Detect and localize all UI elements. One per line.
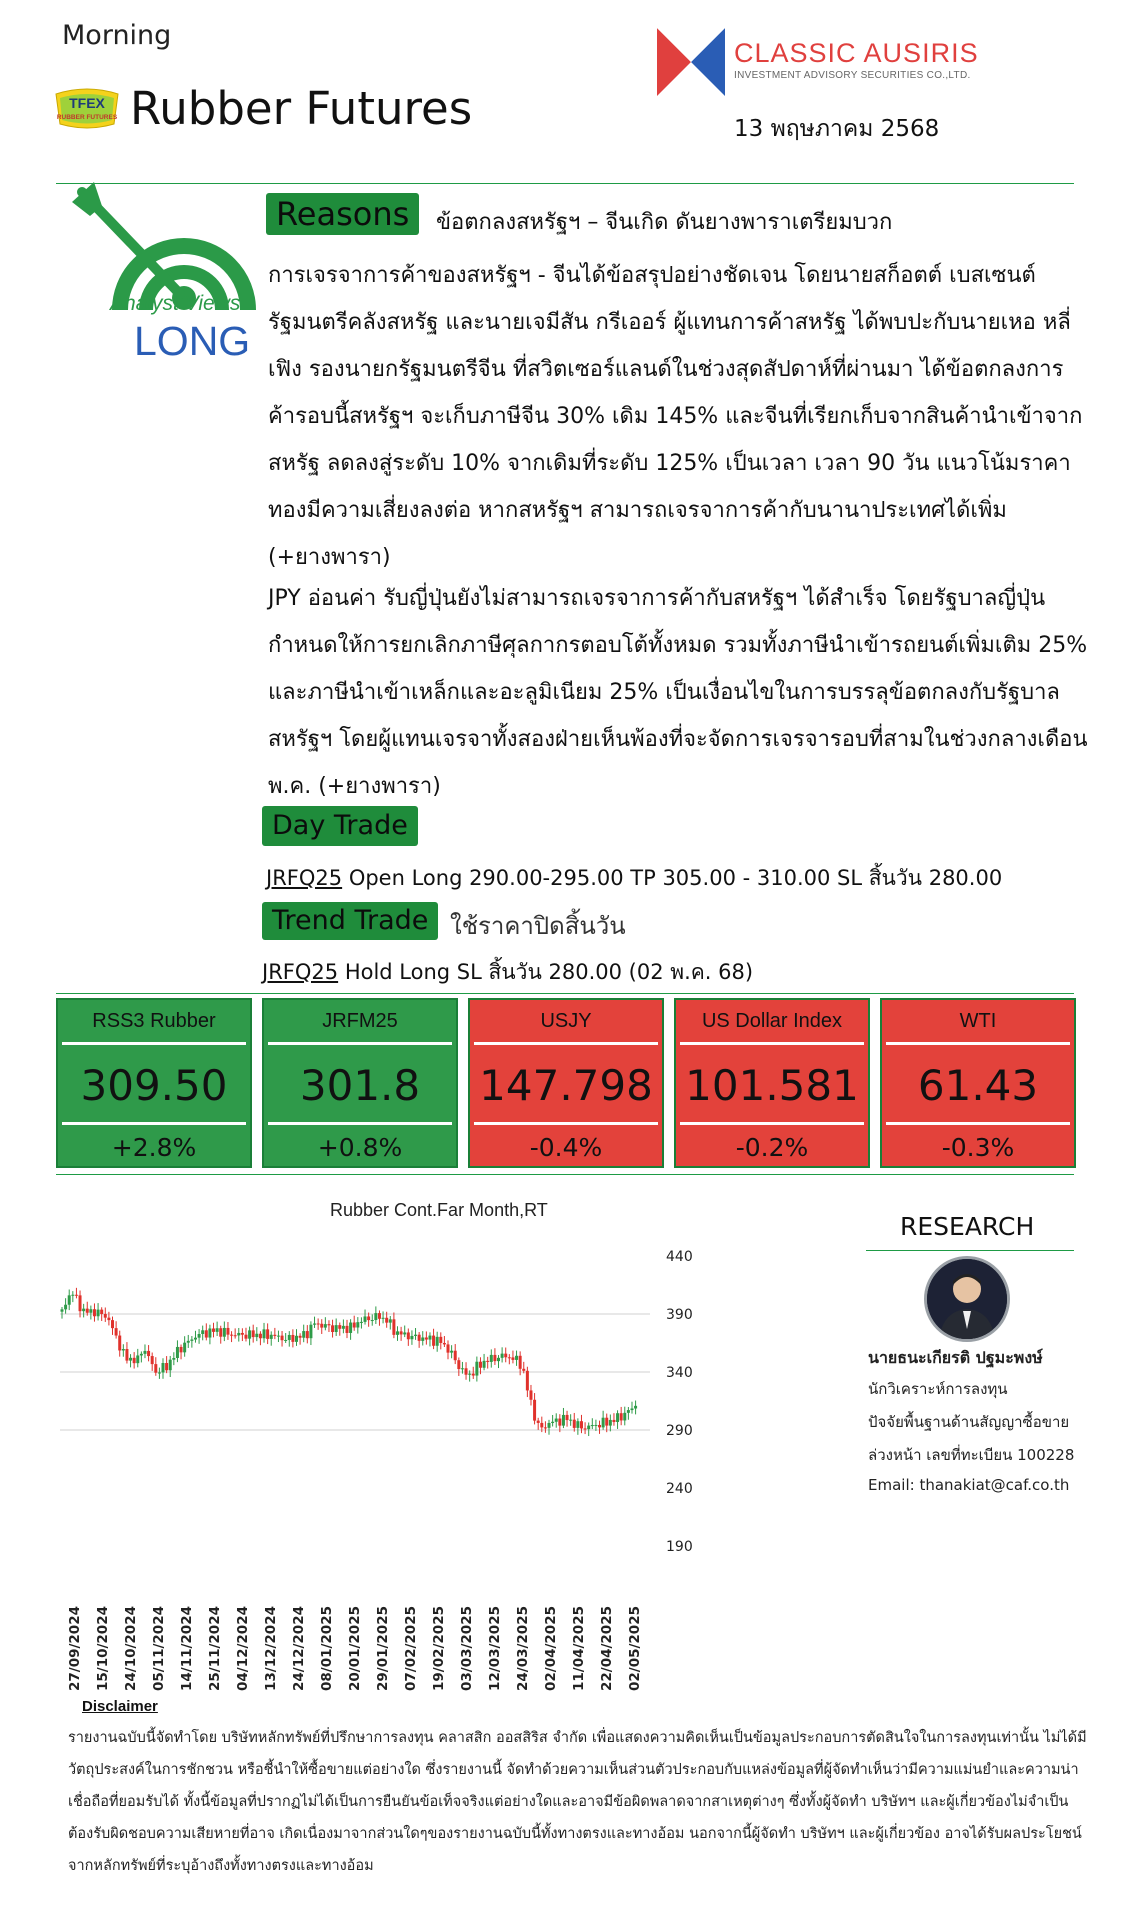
candle-body xyxy=(468,1374,471,1375)
candle-body xyxy=(584,1428,587,1429)
candle-body xyxy=(436,1337,439,1346)
candle-body xyxy=(187,1341,190,1343)
candle-body xyxy=(277,1336,280,1337)
candle-body xyxy=(309,1325,312,1338)
quote-price: 101.581 xyxy=(685,1061,859,1110)
candle-body xyxy=(609,1420,612,1426)
reasons-headline: ข้อตกลงสหรัฐฯ – จีนเกิด ดันยางพาราเตรียมบวก xyxy=(436,210,893,235)
candle-body xyxy=(407,1332,410,1339)
chart-x-tick: 27/09/2024 xyxy=(67,1606,83,1692)
reason-paragraph-1: การเจรจาการค้าของสหรัฐฯ - จีนได้ข้อสรุปอย่างชัดเจน โดยนายสก็อตต์ เบสเซนต์ รัฐมนตรีคลังสหรัฐ และนายเจมีสัน กรีเออร์ ผู้แทนการค้าสหรัฐ ได้พบปะกับนายเหอ หลี่เฟิง รองนายกรัฐมนตรีจีน ที่สวิตเซอร์แลนด์ในช่วงสุดสัปดาห์ที่ผ่านมา ได้ข้อตกลงการค้ารอบนี้สหรัฐฯ จะเก็บภาษีจีน 30% เดิม 145% และจีนที่เรียกเก็บจากสินค้านำเข้าจากสหรัฐ ลดลงสู่ระดับ 10% จากเดิมที่ระดับ 125% เป็นเวลา เวลา 90 วัน แนวโน้มราคาทองมีความเสี่ยงลงต่อ หากสหรัฐฯ สามารถเจรจาการค้ากับนานาประเทศได้เพิ่ม (+ยางพารา) xyxy=(268,263,1083,570)
chart-x-tick: 12/03/2025 xyxy=(487,1606,503,1692)
quote-name: RSS3 Rubber xyxy=(92,1010,216,1032)
chart-x-tick: 29/01/2025 xyxy=(375,1606,391,1692)
chart-x-tick: 24/03/2025 xyxy=(515,1606,531,1692)
candle-body xyxy=(100,1310,103,1314)
candle-body xyxy=(291,1335,294,1342)
candle-body xyxy=(176,1347,179,1358)
candle-body xyxy=(324,1324,327,1327)
candle-body xyxy=(208,1328,211,1337)
candle-body xyxy=(281,1336,284,1341)
candle-body xyxy=(555,1419,558,1422)
candle-body xyxy=(248,1330,251,1338)
brand-logo-mark xyxy=(655,26,727,98)
candle-body xyxy=(335,1325,338,1332)
candle-body xyxy=(457,1360,460,1369)
quote-name: JRFM25 xyxy=(322,1010,398,1032)
candle-body xyxy=(64,1305,67,1310)
candle-body xyxy=(605,1418,608,1426)
chart-y-tick: 340 xyxy=(666,1365,693,1381)
candle-body xyxy=(216,1328,219,1332)
candle-body xyxy=(118,1336,121,1351)
candle-body xyxy=(493,1355,496,1361)
tfex-logo-text: TFEX xyxy=(69,95,105,111)
candle-body xyxy=(295,1336,298,1342)
candle-body xyxy=(634,1406,637,1409)
candle-body xyxy=(439,1337,442,1343)
candle-body xyxy=(425,1337,428,1339)
chart-x-tick: 05/11/2024 xyxy=(151,1606,167,1692)
candle-body xyxy=(111,1320,114,1328)
candle-body xyxy=(483,1361,486,1368)
quote-box-rss3 xyxy=(56,998,252,1168)
candle-body xyxy=(147,1351,150,1356)
candle-body xyxy=(266,1329,269,1339)
disclaimer-title: Disclaimer xyxy=(82,1698,158,1715)
candle-body xyxy=(241,1333,244,1335)
candle-body xyxy=(385,1318,388,1323)
candle-body xyxy=(288,1335,291,1340)
day-trade-text: Open Long 290.00-295.00 TP 305.00 - 310.00 SL สิ้นวัน 280.00 xyxy=(348,866,1003,890)
session-label: Morning xyxy=(62,20,172,51)
candle-body xyxy=(623,1413,626,1421)
candle-body xyxy=(616,1413,619,1422)
candle-body xyxy=(223,1328,226,1337)
quote-name: USJY xyxy=(540,1010,592,1032)
trend-trade-note: ใช้ราคาปิดสิ้นวัน xyxy=(450,912,626,940)
candle-body xyxy=(519,1356,522,1369)
candle-body xyxy=(396,1331,399,1334)
chart-x-tick: 03/03/2025 xyxy=(459,1606,475,1692)
brand-name: CLASSIC AUSIRIS xyxy=(734,38,979,68)
chart-x-tick: 08/01/2025 xyxy=(319,1606,335,1692)
chart-x-tick: 19/02/2025 xyxy=(431,1606,447,1692)
candle-body xyxy=(612,1420,615,1422)
candle-body xyxy=(342,1326,345,1329)
candle-body xyxy=(630,1409,633,1411)
chart-x-tick: 14/11/2024 xyxy=(179,1606,195,1692)
candle-body xyxy=(327,1324,330,1325)
candle-body xyxy=(501,1354,504,1358)
candle-body xyxy=(598,1425,601,1427)
candle-body xyxy=(392,1319,395,1335)
trend-trade-tag: Trend Trade xyxy=(262,902,438,940)
candle-body xyxy=(75,1295,78,1296)
candle-body xyxy=(548,1423,551,1428)
candle-body xyxy=(107,1318,110,1320)
candle-body xyxy=(338,1325,341,1329)
candle-body xyxy=(317,1323,320,1324)
candle-body xyxy=(428,1336,431,1340)
brand-subtitle: INVESTMENT ADVISORY SECURITIES CO.,LTD. xyxy=(734,70,971,81)
candle-body xyxy=(591,1425,594,1426)
analyst-license-line-2: ล่วงหน้า เลขที่ทะเบียน 100228 xyxy=(868,1446,1075,1464)
candle-body xyxy=(414,1335,417,1336)
candle-body xyxy=(234,1335,237,1336)
candle-body xyxy=(79,1295,82,1311)
candle-body xyxy=(569,1420,572,1421)
candle-body xyxy=(356,1322,359,1327)
candle-body xyxy=(544,1427,547,1428)
candle-body xyxy=(129,1358,132,1361)
analyst-view-label: Analyst Views xyxy=(110,292,241,315)
candle-body xyxy=(450,1351,453,1353)
reasons-tag: Reasons xyxy=(266,193,419,235)
candle-body xyxy=(313,1323,316,1324)
chart-x-tick: 11/04/2025 xyxy=(571,1606,587,1692)
candle-body xyxy=(320,1324,323,1328)
candle-body xyxy=(198,1334,201,1338)
candle-body xyxy=(219,1328,222,1336)
candle-body xyxy=(270,1335,273,1339)
chart-x-tick: 24/12/2024 xyxy=(291,1606,307,1692)
candle-body xyxy=(61,1309,64,1311)
candle-body xyxy=(515,1356,518,1360)
candle-body xyxy=(172,1358,175,1360)
candle-body xyxy=(454,1351,457,1360)
candle-body xyxy=(566,1415,569,1420)
candle-body xyxy=(154,1364,157,1373)
analyst-email[interactable]: Email: thanakiat@caf.co.th xyxy=(868,1476,1070,1494)
candle-body xyxy=(183,1343,186,1353)
candle-body xyxy=(602,1418,605,1428)
quote-price: 61.43 xyxy=(917,1061,1039,1110)
candle-body xyxy=(259,1334,262,1339)
candle-body xyxy=(465,1368,468,1374)
chart-x-tick: 22/04/2025 xyxy=(599,1606,615,1692)
candle-body xyxy=(201,1330,204,1334)
trend-trade-symbol[interactable]: JRFQ25 xyxy=(262,960,339,984)
candle-body xyxy=(587,1426,590,1430)
candle-body xyxy=(533,1400,536,1421)
chart-title: Rubber Cont.Far Month,RT xyxy=(330,1200,548,1220)
candle-body xyxy=(255,1334,258,1337)
reason-paragraph-2: JPY อ่อนค่า รับญี่ปุ่นยังไม่สามารถเจรจาการค้ากับสหรัฐฯ ได้สำเร็จ โดยรัฐบาลญี่ปุ่นกำหนดให้การยกเลิกภาษีศุลกากรตอบโต้ทั้งหมด รวมทั้งภาษีนำเข้ารถยนต์เพิ่มเติม 25% และภาษีนำเข้าเหล็กและอะลูมิเนียม 25% เป็นเงื่อนไขในการบรรลุข้อตกลงกับรัฐบาลสหรัฐฯ โดยผู้แทนเจรจาทั้งสองฝ่ายเห็นพ้องที่จะจัดการเจรจารอบที่สามในช่วงกลางเดือนพ.ค. (+ยางพารา) xyxy=(268,586,1088,799)
candle-body xyxy=(125,1349,128,1361)
candle-body xyxy=(472,1374,475,1376)
quote-change: -0.2% xyxy=(735,1133,809,1162)
candle-body xyxy=(158,1373,161,1374)
quotes-bottom-divider xyxy=(56,1174,1074,1175)
quote-box-jrfm25 xyxy=(262,998,458,1168)
candle-body xyxy=(97,1310,100,1317)
candle-body xyxy=(475,1362,478,1376)
analyst-view-value: LONG xyxy=(134,318,251,364)
candle-body xyxy=(486,1361,489,1362)
candle-body xyxy=(418,1335,421,1341)
candle-body xyxy=(403,1332,406,1334)
chart-y-tick: 240 xyxy=(666,1481,693,1497)
candle-body xyxy=(382,1318,385,1319)
candle-body xyxy=(68,1295,71,1304)
candle-body xyxy=(89,1309,92,1313)
candle-body xyxy=(443,1343,446,1344)
candle-body xyxy=(190,1340,193,1341)
candle-body xyxy=(143,1351,146,1354)
candle-body xyxy=(421,1337,424,1340)
candle-body xyxy=(389,1319,392,1322)
disclaimer-text: รายงานฉบับนี้จัดทำโดย บริษัทหลักทรัพย์ที่ปรึกษาการลงทุน คลาสสิก ออสสิริส จำกัด เพื่อแสดงความคิดเห็นเป็นข้อมูลประกอบการตัดสินใจในการลงทุนเท่านั้น ไม่ได้มีวัตถุประสงค์ในการชักชวน หรือชี้นำให้ซื้อขายแต่อย่างใด ซึ่งรายงานนี้ จัดทำด้วยความเห็นส่วนตัวประกอบกับแหล่งข้อมูลที่ผู้จัดทำเห็นว่ามีความแม่นยำและความน่าเชื่อถือที่ยอมรับได้ ทั้งนี้ข้อมูลที่ปรากฏไม่ได้เป็นการยืนยันข้อเท็จจริงแต่อย่างใดและอาจมีข้อผิดพลาดจากสาเหตุต่างๆ ซึ่งทั้งผู้จัดทำ บริษัทฯ และผู้เกี่ยวข้องไม่จำเป็นต้องรับผิดชอบความเสียหายที่อาจ เกิดเนื่องมาจากส่วนใดๆของรายงานฉบับนี้ทั้งทางตรงและทางอ้อม นอกจากนี้ผู้จัดทำ บริษัทฯ และผู้เกี่ยวข้อง อาจได้รับผลประโยชน์จากหลักทรัพย์ที่ระบุอ้างถึงทั้งทางตรงและทางอ้อม xyxy=(68,1730,1087,1874)
day-trade-symbol[interactable]: JRFQ25 xyxy=(266,866,343,890)
candle-body xyxy=(551,1422,554,1423)
candle-body xyxy=(522,1369,525,1371)
candle-body xyxy=(508,1357,511,1358)
candle-body xyxy=(447,1344,450,1352)
candle-body xyxy=(306,1331,309,1338)
chart-x-tick: 13/12/2024 xyxy=(263,1606,279,1692)
candle-body xyxy=(230,1335,233,1336)
candle-body xyxy=(299,1336,302,1338)
quote-change: -0.4% xyxy=(529,1133,603,1162)
candle-body xyxy=(226,1328,229,1335)
quote-price: 301.8 xyxy=(299,1061,421,1110)
quote-box-wti xyxy=(880,998,1076,1168)
candle-body xyxy=(349,1323,352,1333)
price-chart xyxy=(60,1236,820,1696)
candle-body xyxy=(371,1320,374,1321)
candle-body xyxy=(410,1336,413,1339)
candle-body xyxy=(620,1413,623,1420)
candle-body xyxy=(140,1354,143,1356)
candle-body xyxy=(331,1325,334,1332)
candle-body xyxy=(151,1356,154,1364)
quote-change: +0.8% xyxy=(317,1133,403,1162)
candle-body xyxy=(461,1368,464,1369)
research-divider xyxy=(866,1250,1074,1251)
candle-body xyxy=(244,1335,247,1339)
day-trade-strategy xyxy=(266,862,1002,895)
analyst-role: นักวิเคราะห์การลงทุน xyxy=(868,1380,1008,1398)
chart-x-tick: 04/12/2024 xyxy=(235,1606,251,1692)
candle-body xyxy=(302,1331,305,1338)
candle-body xyxy=(180,1347,183,1352)
quote-name: WTI xyxy=(959,1010,997,1032)
tfex-logo xyxy=(52,84,122,132)
tfex-logo-sub: RUBBER FUTURES xyxy=(56,114,118,121)
quotes-top-divider xyxy=(56,993,1074,994)
chart-y-tick: 190 xyxy=(666,1539,693,1555)
candle-body xyxy=(573,1420,576,1428)
candle-body xyxy=(122,1349,125,1350)
day-trade-tag: Day Trade xyxy=(262,806,418,846)
research-title: RESEARCH xyxy=(900,1212,1035,1241)
candle-body xyxy=(367,1316,370,1320)
candle-body xyxy=(237,1333,240,1335)
candle-body xyxy=(136,1355,139,1363)
trend-trade-text: Hold Long SL สิ้นวัน 280.00 (02 พ.ค. 68) xyxy=(344,960,754,984)
chart-x-tick: 25/11/2024 xyxy=(207,1606,223,1692)
candle-body xyxy=(162,1363,165,1373)
chart-y-tick: 440 xyxy=(666,1249,693,1265)
quote-change: -0.3% xyxy=(941,1133,1015,1162)
candle-body xyxy=(104,1314,107,1318)
candle-body xyxy=(504,1354,507,1358)
chart-x-tick: 15/10/2024 xyxy=(95,1606,111,1692)
candle-body xyxy=(374,1313,377,1320)
candle-body xyxy=(284,1340,287,1341)
candle-body xyxy=(194,1338,197,1340)
candle-body xyxy=(479,1362,482,1368)
chart-y-tick: 390 xyxy=(666,1307,693,1323)
candle-body xyxy=(378,1313,381,1319)
candle-body xyxy=(115,1328,118,1335)
candle-body xyxy=(497,1358,500,1361)
candle-body xyxy=(252,1330,255,1337)
chart-x-tick: 24/10/2024 xyxy=(123,1606,139,1692)
candle-body xyxy=(133,1358,136,1363)
candle-body xyxy=(511,1357,514,1360)
chart-y-tick: 290 xyxy=(666,1423,693,1439)
trend-trade-strategy xyxy=(262,956,753,989)
quote-box-dollar-index xyxy=(674,998,870,1168)
candle-body xyxy=(360,1322,363,1323)
quote-price: 147.798 xyxy=(479,1061,653,1110)
chart-x-tick: 02/05/2025 xyxy=(627,1606,643,1692)
candle-body xyxy=(490,1355,493,1362)
candle-body xyxy=(558,1419,561,1426)
analyst-name: นายธนะเกียรติ ปฐมะพงษ์ xyxy=(868,1348,1043,1367)
chart-x-tick: 07/02/2025 xyxy=(403,1606,419,1692)
analyst-license-line-1: ปัจจัยพื้นฐานด้านสัญญาซื้อขาย xyxy=(868,1413,1070,1431)
candle-body xyxy=(353,1323,356,1328)
chart-x-tick: 20/01/2025 xyxy=(347,1606,363,1692)
candle-body xyxy=(364,1316,367,1321)
quote-price: 309.50 xyxy=(80,1061,228,1110)
candle-body xyxy=(205,1330,208,1337)
candle-body xyxy=(580,1421,583,1428)
candle-body xyxy=(212,1328,215,1331)
candle-body xyxy=(562,1415,565,1426)
candle-body xyxy=(529,1390,532,1399)
candle-body xyxy=(432,1336,435,1346)
quote-name: US Dollar Index xyxy=(701,1010,843,1032)
candle-body xyxy=(165,1363,168,1370)
candle-body xyxy=(400,1331,403,1334)
candle-body xyxy=(537,1421,540,1423)
candle-body xyxy=(594,1425,597,1426)
candle-body xyxy=(82,1309,85,1312)
report-date: 13 พฤษภาคม 2568 xyxy=(734,116,940,142)
quote-change: +2.8% xyxy=(111,1133,197,1162)
candle-body xyxy=(273,1335,276,1336)
candle-body xyxy=(93,1309,96,1316)
candle-body xyxy=(526,1371,529,1391)
quote-box-usjy xyxy=(468,998,664,1168)
candle-body xyxy=(576,1421,579,1428)
candle-body xyxy=(86,1309,89,1313)
candle-body xyxy=(71,1295,74,1296)
page-title: Rubber Futures xyxy=(130,82,473,135)
candle-body xyxy=(263,1329,266,1338)
candle-body xyxy=(540,1423,543,1427)
chart-x-tick: 02/04/2025 xyxy=(543,1606,559,1692)
candle-body xyxy=(627,1410,630,1413)
candle-body xyxy=(345,1326,348,1333)
candle-body xyxy=(169,1360,172,1371)
analyst-avatar xyxy=(924,1256,1010,1342)
